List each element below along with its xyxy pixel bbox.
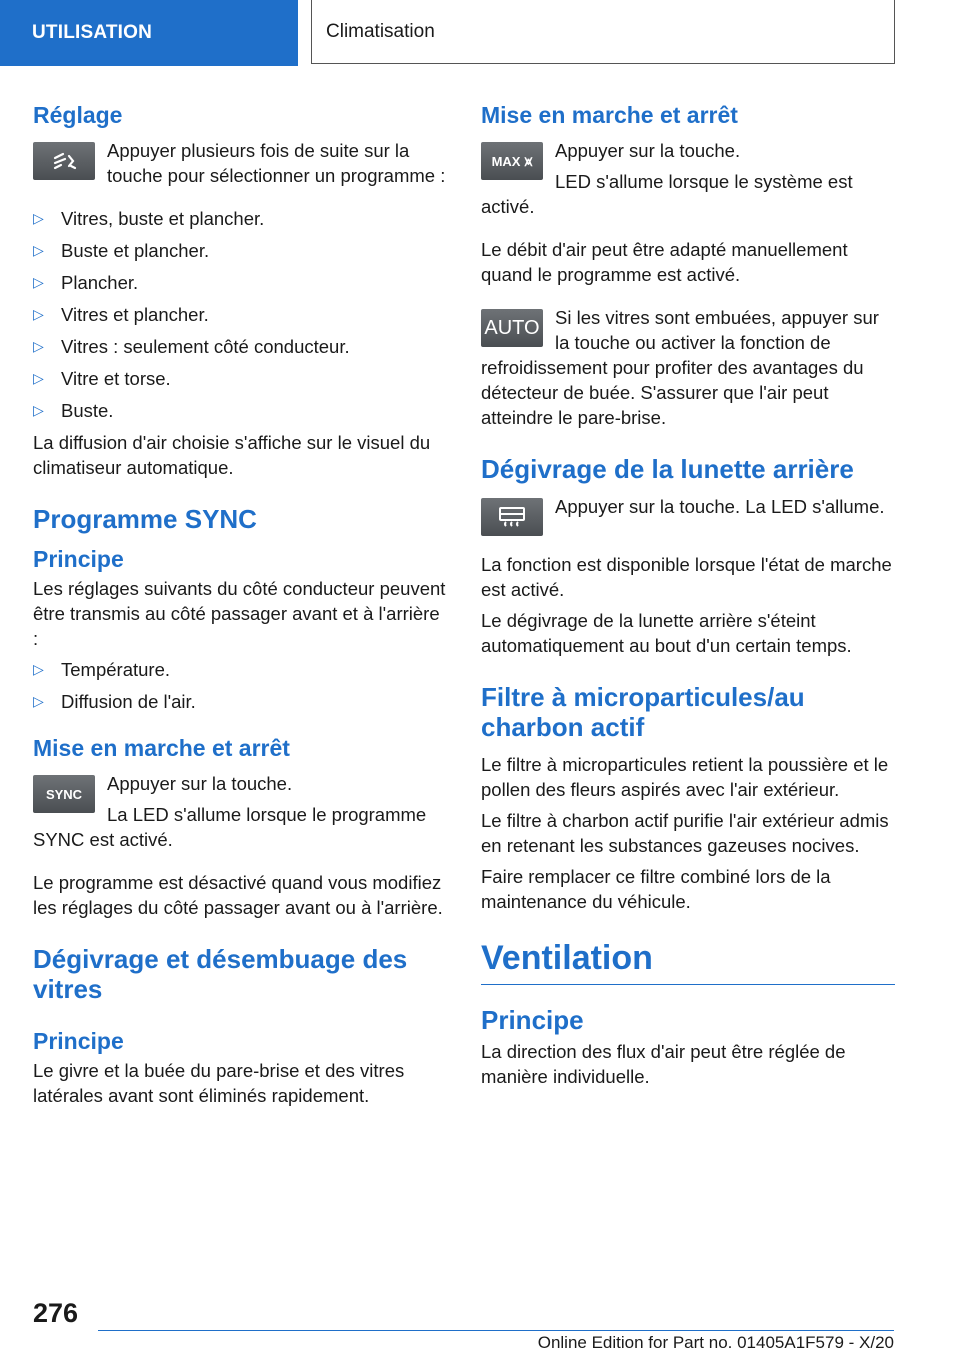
max-flow-text: Le débit d'air peut être adapté manuellement quand le programme est activé. [481,239,848,285]
list-item-text: Vitres, buste et plancher. [61,208,265,229]
auto-icon-label: AUTO [484,316,540,339]
rear-off-text: Le dégivrage de la lunette arrière s'éteint automatiquement au bout d'un certain temps. [481,610,852,656]
list-item [33,689,447,714]
list-item [33,238,447,263]
air-distribution-icon [33,142,95,180]
bullet-icon: ▷ [33,693,44,709]
list-item [33,206,447,231]
rear-available-text: La fonction est disponible lorsque l'état de marche est activé. [481,554,892,600]
onoff-heading: Mise en marche et arrêt [481,102,738,128]
list-item [33,334,447,359]
sync-icon-label: SYNC [45,786,83,802]
filter-text-3: Faire remplacer ce filtre combiné lors de la maintenance du véhicule. [481,866,831,912]
defrost-principe-text: Le givre et la buée du pare-brise et des vitres latérales avant sont éliminés rapidement. [33,1060,405,1106]
bullet-icon: ▷ [33,306,44,322]
bullet-icon: ▷ [33,338,44,354]
list-item-text: Buste et plancher. [61,240,210,261]
ventilation-principe-heading: Principe [481,1005,584,1035]
ventilation-principe-text: La direction des flux d'air peut être réglée de manière individuelle. [481,1041,846,1087]
sync-press-text: Appuyer sur la touche. [107,773,293,794]
reglage-heading: Réglage [33,102,123,128]
list-item-text: Vitre et torse. [61,368,171,389]
sync-heading: Programme SYNC [33,504,257,534]
bullet-icon: ▷ [33,242,44,258]
chapter-header [311,0,895,64]
sync-onoff-heading: Mise en marche et arrêt [33,735,290,761]
bullet-icon: ▷ [33,210,44,226]
bullet-icon: ▷ [33,402,44,418]
list-item [33,270,447,295]
bullet-icon: ▷ [33,661,44,677]
chapter-title: Climatisation [326,20,435,42]
reglage-list [33,206,447,423]
list-item [33,366,447,391]
auto-button-icon [481,309,543,347]
defrost-heading: Dégivrage et désembuage des vitres [33,944,408,1004]
footer-rule [98,1330,894,1331]
list-item-text: Température. [61,659,170,680]
max-led-text: LED s'allume lorsque le système est activé. [481,171,853,217]
defrost-principe-heading: Principe [33,1028,124,1054]
sync-list [33,657,447,714]
rear-defrost-heading: Dégivrage de la lunette arrière [481,454,854,484]
reglage-text: Appuyer plusieurs fois de suite sur la touche pour sélectionner un programme : [107,140,446,186]
list-item [33,398,447,423]
list-item-text: Diffusion de l'air. [61,691,196,712]
list-item-text: Vitres et plancher. [61,304,209,325]
max-icon-label: MAX [491,153,521,169]
rear-window-defrost-icon [481,498,543,536]
bullet-icon: ▷ [33,274,44,290]
filter-text-1: Le filtre à microparticules retient la poussière et le pollen des fleurs aspirés avec l'air extérieur. [481,754,889,800]
ventilation-heading: Ventilation [481,939,653,977]
sync-principe-heading: Principe [33,546,124,572]
sync-led-text: La LED s'allume lorsque le programme SYNC est activé. [33,804,427,850]
sync-principe-text: Les réglages suivants du côté conducteur peuvent être transmis au côté passager avant et à l'arrière : [33,578,446,649]
left-column [33,100,447,1114]
right-column [481,100,895,1095]
section-title: UTILISATION [32,22,153,43]
list-item [33,302,447,327]
list-item-text: Vitres : seulement côté conducteur. [61,336,350,357]
footer-edition: Online Edition for Part no. 01405A1F579 - X/20 [537,1333,894,1352]
list-item [33,657,447,682]
page-number: 276 [33,1298,79,1328]
list-item-text: Plancher. [61,272,139,293]
reglage-note: La diffusion d'air choisie s'affiche sur le visuel du climatiseur automatique. [33,432,431,478]
sync-button-icon [33,775,95,813]
max-press-text: Appuyer sur la touche. [555,140,741,161]
section-tab [0,0,298,66]
auto-text: Si les vitres sont embuées, appuyer sur la touche ou activer la fonction de refroidissement pour profiter des avantages du détecteur de buée. S'assurer que l'air peut atteindre le pare-brise. [481,307,879,428]
rear-press-text: Appuyer sur la touche. La LED s'allume. [555,496,885,517]
sync-off-text: Le programme est désactivé quand vous modifiez les réglages du côté passager avant ou à l'arrière. [33,872,443,918]
filter-text-2: Le filtre à charbon actif purifie l'air extérieur admis en retenant les substances gazeuses nocives. [481,810,889,856]
ventilation-rule [481,984,895,985]
bullet-icon: ▷ [33,370,44,386]
filter-heading: Filtre à microparticules/au charbon actif [481,682,805,742]
max-button-icon: MAX ⩙ [481,142,543,180]
list-item-text: Buste. [61,400,114,421]
